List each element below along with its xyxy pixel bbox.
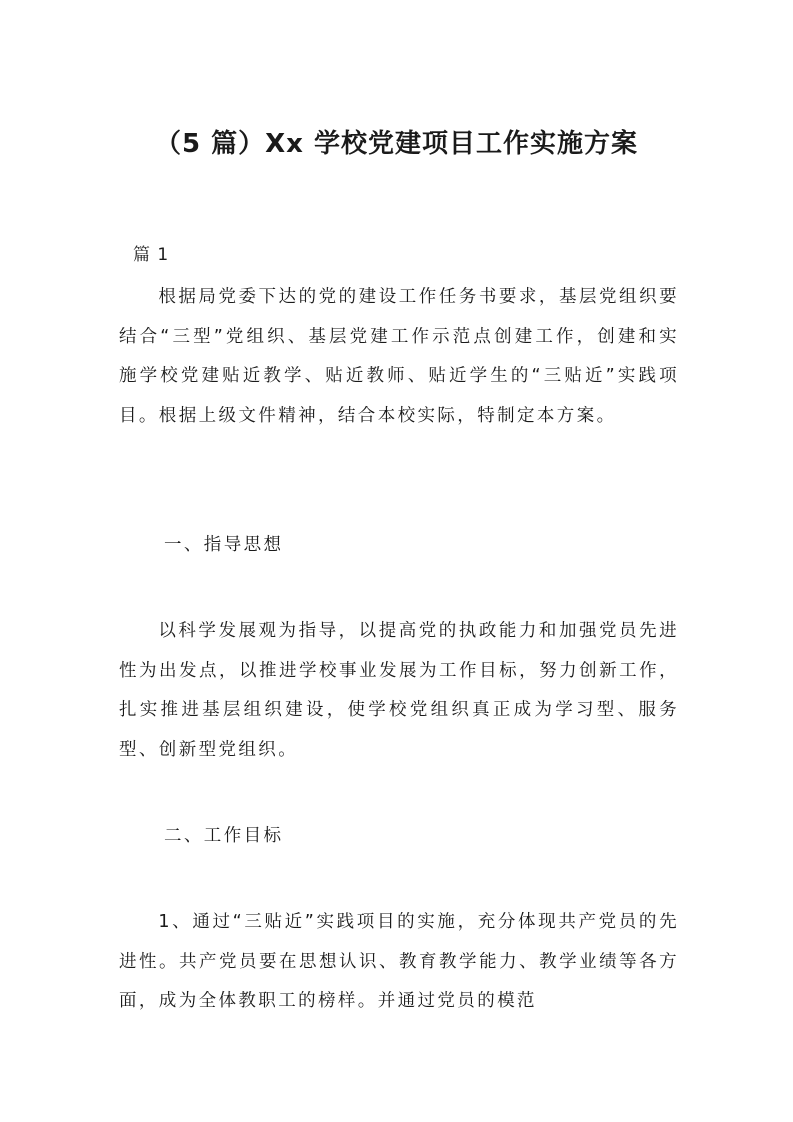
- section-body-guiding-ideology: 以科学发展观为指导，以提高党的执政能力和加强党员先进性为出发点，以推进学校事业发展为工作目标，努力创新工作，扎实推进基层组织建设，使学校党组织真正成为学习型、服务型、创新型党组织。: [119, 621, 679, 760]
- intro-paragraph: 根据局党委下达的党的建设工作任务书要求，基层党组织要结合“三型”党组织、基层党建工作示范点创建工作，创建和实施学校党建贴近教学、贴近教师、贴近学生的“三贴近”实践项目。根据上级文件精神，结合本校实际，特制定本方案。: [119, 287, 679, 426]
- section-body-work-goals: 1、通过“三贴近”实践项目的实施，充分体现共产党员的先进性。共产党员要在思想认识、教育教学能力、教学业绩等各方面，成为全体教职工的榜样。并通过党员的模范: [119, 912, 679, 1011]
- section-heading-guiding-ideology: 一、指导思想: [164, 535, 284, 555]
- section-heading-work-goals: 二、工作目标: [164, 826, 284, 846]
- document-title: （5 篇）Xx 学校党建项目工作实施方案: [154, 129, 638, 159]
- piece-label: 篇 1: [133, 245, 170, 265]
